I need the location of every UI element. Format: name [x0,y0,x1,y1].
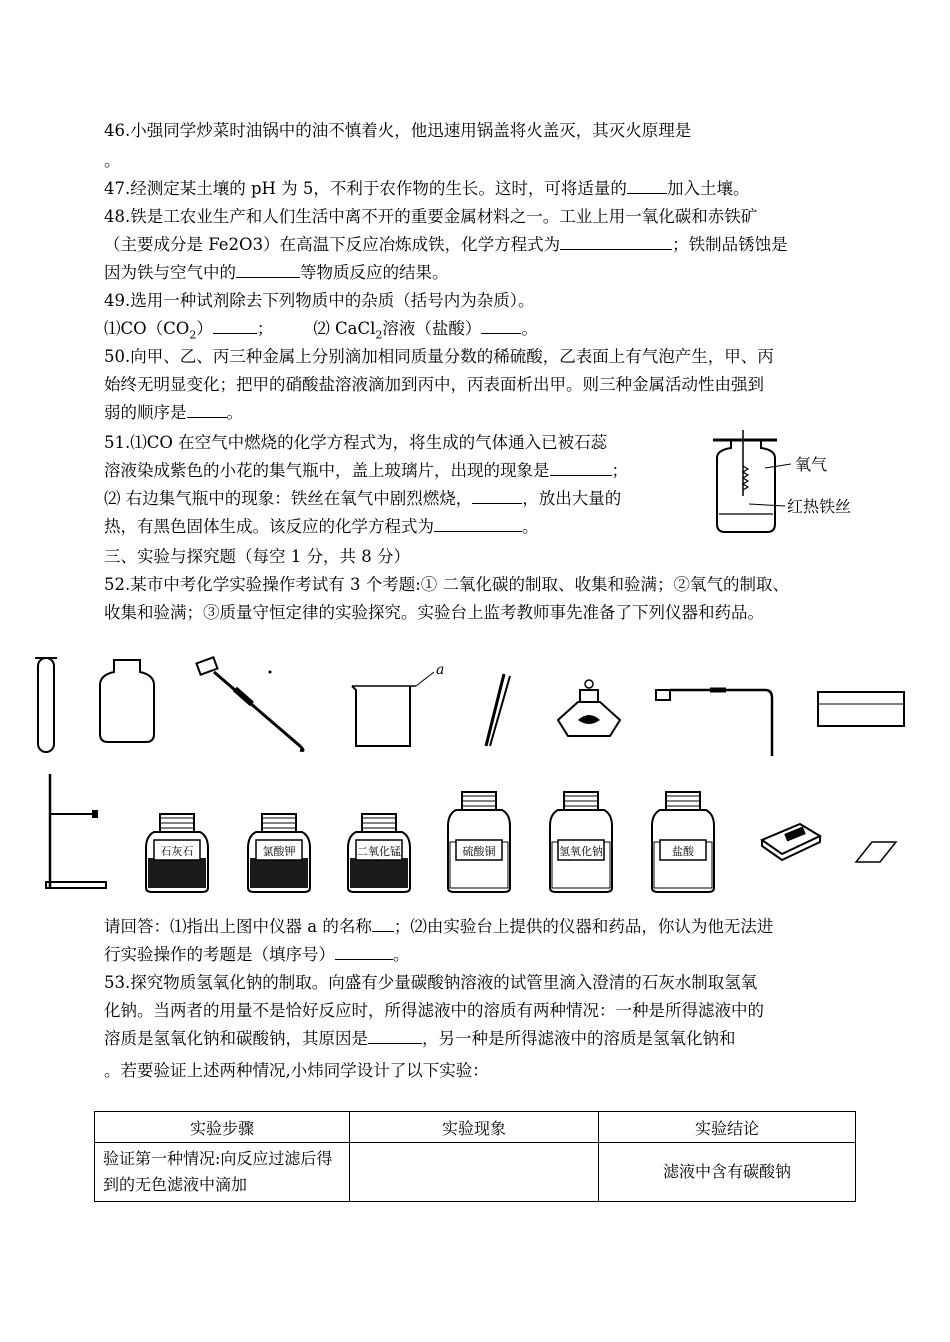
header-phenomenon: 实验现象 [350,1112,599,1143]
bottle-label: 硫酸铜 [462,845,496,858]
gas-jar-icon [100,660,154,742]
q51-line1: 51.⑴CO 在空气中燃烧的化学方程式为，将生成的气体通入已被石蕊 [104,433,608,452]
q49-blank1[interactable] [213,317,257,334]
instruments-row-1 [30,650,920,760]
q48-line1: 48.铁是工农业生产和人们生活中离不开的重要金属材料之一。工业上用一氧化碳和赤铁矿 [104,207,758,226]
q49-line2: $⑴CO(CO_2)$ ； ⑵ CaCl$_2$溶液（盐酸） 。 [104,319,538,342]
q53-blank[interactable] [368,1027,422,1044]
q51-blank1[interactable] [550,459,612,476]
reagent-bottle-icon [248,814,310,892]
q51-line4: 热，有黑色固体生成。该反应的化学方程式为 。 [104,517,539,536]
q46-line2: 。 [104,151,121,170]
q51-blank3[interactable] [434,515,522,532]
cell-phenomenon[interactable] [350,1143,599,1202]
bottle-label: 氢氧化钠 [559,845,603,858]
q47: 47.经测定某土壤的 pH 为 5，不利于农作物的生长。这时，可将适量的 加入土壤。 [104,179,750,198]
q53-line3: 溶质是氢氧化钠和碳酸钠，其原因是 ，另一种是所得滤液中的溶质是氢氧化钠和 [104,1029,736,1048]
label-a: a [436,662,445,678]
stopper-tube-icon [196,657,303,750]
iron-wire-label: 红热铁丝 [787,497,852,516]
header-conclusion: 实验结论 [599,1112,856,1143]
table-row [95,1143,856,1202]
bottle-label: 氯酸钾 [262,845,296,858]
header-step: 实验步骤 [95,1112,350,1143]
bottle-label: 石灰石 [160,845,194,858]
reagent-bottle-icon [146,814,208,892]
reagent-bottle-icon [448,792,510,892]
bottle-label: 盐酸 [672,845,694,858]
iron-stand-icon [46,774,106,888]
q52-line2: 收集和验满；③质量守恒定律的实验探究。实验台上监考教师事先准备了下列仪器和药品。 [104,603,764,622]
section-3-heading: 三、实验与探究题（每空 1 分，共 8 分） [104,547,410,566]
tweezers-icon [486,674,510,746]
reagent-bottle-icon [652,792,714,892]
bottle-label: 二氧化锰 [357,845,401,858]
q48-blank1[interactable] [560,233,672,250]
q50-blank[interactable] [187,401,227,418]
table-header-row [95,1112,856,1143]
reagent-bottle-icon [348,814,410,892]
q49-blank2[interactable] [481,317,521,334]
q50-line2: 始终无明显变化；把甲的硝酸盐溶液滴加到丙中，丙表面析出甲。则三种金属活动性由强到 [104,375,764,394]
q52-line1: 52.某市中考化学实验操作考试有 3 个考题:① 二氧化碳的制取、收集和验满；②氧气的制取、 [104,575,790,594]
instruments-row-2 [30,770,920,900]
q52-answer2: 行实验操作的考题是（填序号） 。 [104,945,410,964]
alcohol-lamp-icon [558,680,620,736]
q52-blank2[interactable] [335,943,393,960]
oxygen-label: 氧气 [795,455,828,474]
q53-line4: 。若要验证上述两种情况,小炜同学设计了以下实验： [104,1061,489,1080]
experiment-table [94,1111,856,1202]
q50-line3: 弱的顺序是 。 [104,403,243,422]
glass-slide-icon [856,842,896,862]
q52-answer1: 请回答：⑴指出上图中仪器 a 的名称 ；⑵由实验台上提供的仪器和药品，你认为他无法进 [104,917,774,936]
q53-line1: 53.探究物质氢氧化钠的制取。向盛有少量碳酸钠溶液的试管里滴入澄清的石灰水制取氢氧 [104,973,758,992]
q48-blank2[interactable] [236,261,300,278]
q52-blank1[interactable] [372,915,394,932]
q49-line1: 49.选用一种试剂除去下列物质中的杂质（括号内为杂质）。 [104,291,535,310]
q53-line2: 化钠。当两者的用量不是恰好反应时，所得滤液中的溶质有两种情况：一种是所得滤液中的 [104,1001,764,1020]
q51-line3: ⑵ 右边集气瓶中的现象：铁丝在氧气中剧烈燃烧， ，放出大量的 [104,489,622,508]
q46-line1: 46.小强同学炒菜时油锅中的油不慎着火，他迅速用锅盖将火盖灭，其灭火原理是 [104,121,692,140]
cell-conclusion: 滤液中含有碳酸钠 [599,1143,856,1202]
q48-line2: （主要成分是 Fe2O3）在高温下反应冶炼成铁，化学方程式为 ；铁制品锈蚀是 [104,235,788,254]
test-tube-icon [35,658,57,752]
reagent-bottle-icon [550,792,612,892]
q51-line2: 溶液染成紫色的小花的集气瓶中，盖上玻璃片，出现的现象是 ； [104,461,628,480]
q50-line1: 50.向甲、乙、丙三种金属上分别滴加相同质量分数的稀硫酸，乙表面上有气泡产生，甲、丙 [104,347,774,366]
q48-line3: 因为铁与空气中的 等物质反应的结果。 [104,263,449,282]
delivery-tube-icon [656,690,772,756]
cell-step: 验证第一种情况:向反应过滤后得到的无色滤液中滴加 [95,1143,350,1202]
q51-blank2[interactable] [472,487,522,504]
gas-jar-figure [705,428,885,538]
q47-blank[interactable] [627,177,667,194]
trough-icon [818,692,904,726]
beaker-icon [352,662,444,746]
matchbox-icon [762,824,820,860]
